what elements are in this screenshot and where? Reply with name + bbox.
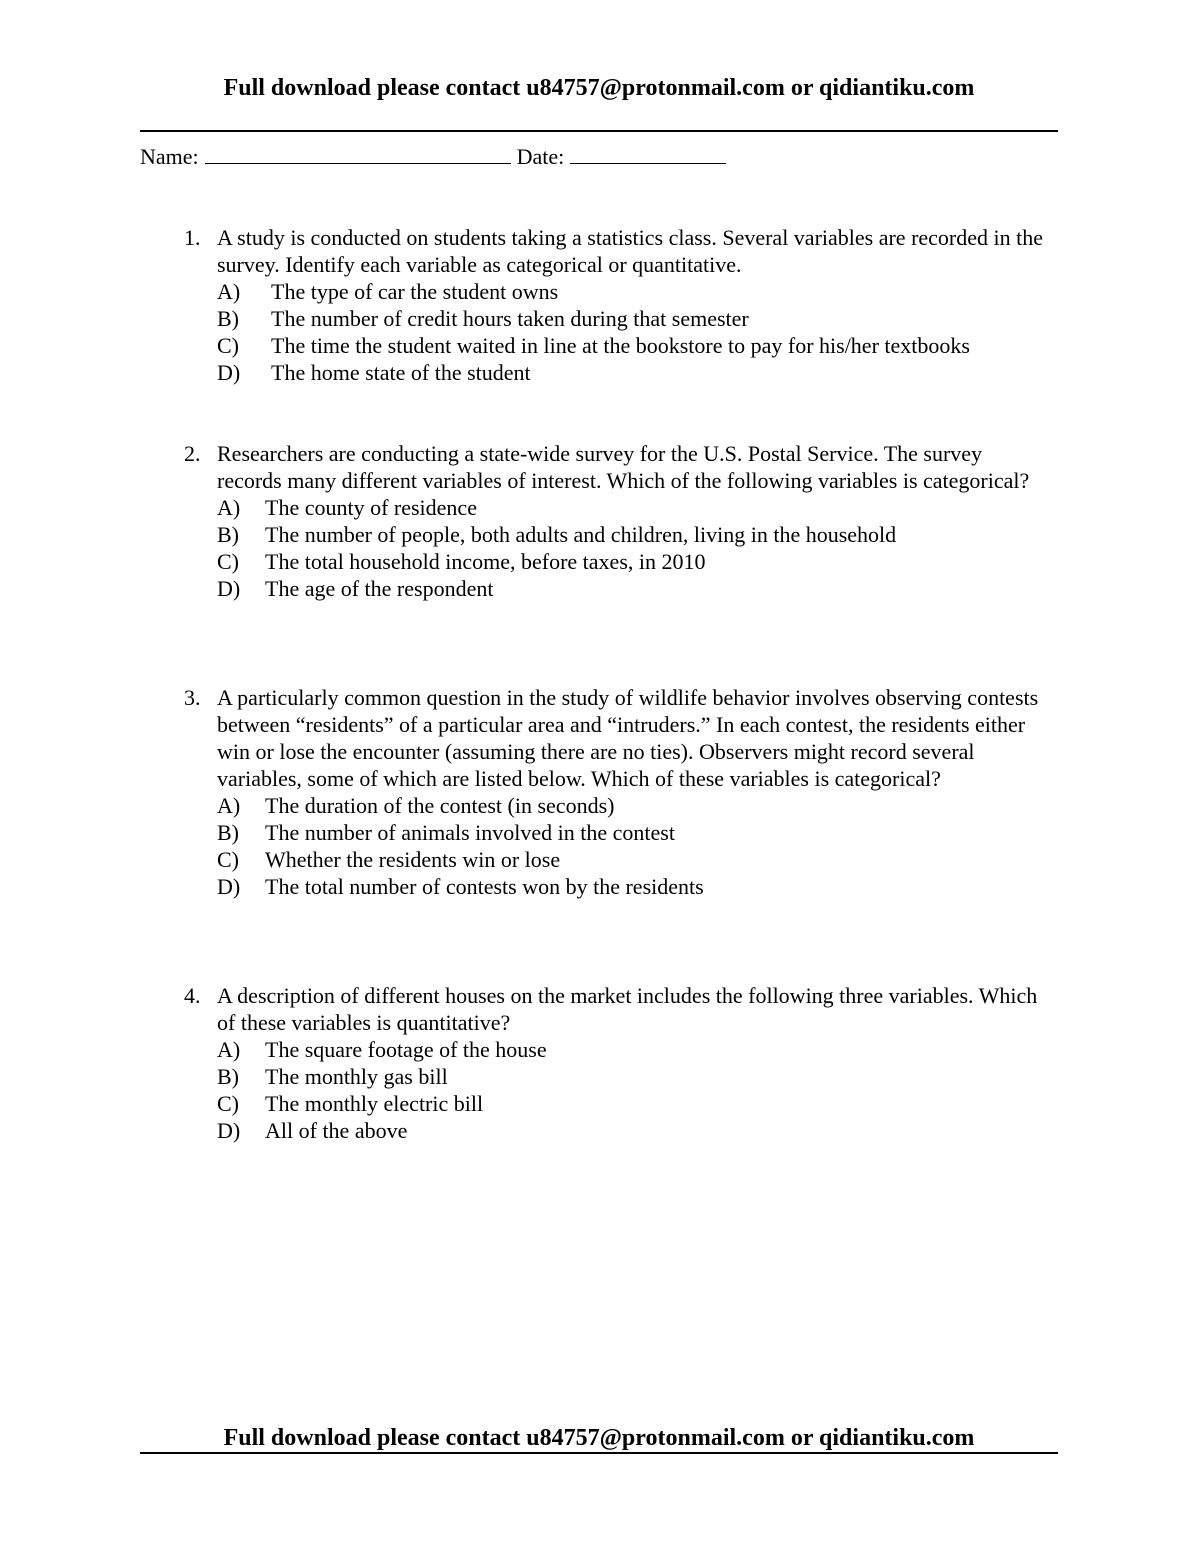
option-text: The monthly electric bill [265, 1091, 484, 1116]
option-text: The number of people, both adults and children, living in the household [265, 522, 897, 547]
option-letter: B) [217, 820, 239, 845]
option-letter: D) [217, 874, 241, 899]
option-a [217, 494, 1064, 521]
name-date-line [140, 143, 726, 171]
question-stem: Researchers are conducting a state-wide survey for the U.S. Postal Service. The survey records many different variables of interest. Which of the following variables is categorical? [217, 441, 1030, 493]
option-letter: D) [217, 576, 241, 601]
option-text: The square footage of the house [265, 1037, 547, 1062]
option-letter: A) [217, 495, 241, 520]
question-3 [184, 684, 1064, 900]
option-d [217, 359, 1064, 386]
question-number: 1. [184, 225, 201, 250]
header-banner: Full download please contact u84757@protonmail.com or qidiantiku.com [223, 75, 975, 101]
option-text: The total household income, before taxes, in 2010 [265, 549, 706, 574]
option-text: The type of car the student owns [271, 279, 559, 304]
option-text: The total number of contests won by the residents [265, 874, 704, 899]
option-d [217, 873, 1064, 900]
option-text: The home state of the student [271, 360, 531, 385]
option-letter: A) [217, 793, 241, 818]
option-c [217, 332, 1064, 359]
header-divider [140, 130, 1058, 132]
option-letter: D) [217, 1118, 241, 1143]
option-c [217, 1090, 1064, 1117]
question-stem: A description of different houses on the market includes the following three variables. Which of these variables is quantitative? [217, 983, 1038, 1035]
option-text: The duration of the contest (in seconds) [265, 793, 615, 818]
date-label: Date: [516, 144, 565, 169]
name-blank[interactable] [205, 143, 511, 164]
option-text: The number of animals involved in the contest [265, 820, 675, 845]
option-text: Whether the residents win or lose [265, 847, 561, 872]
option-letter: B) [217, 306, 239, 331]
footer-banner: Full download please contact u84757@protonmail.com or qidiantiku.com [223, 1425, 975, 1451]
question-2 [184, 440, 1064, 602]
option-letter: C) [217, 1091, 239, 1116]
name-label: Name: [140, 144, 199, 169]
question-1 [184, 224, 1064, 386]
option-text: The age of the respondent [265, 576, 494, 601]
option-a [217, 278, 1064, 305]
option-letter: C) [217, 847, 239, 872]
option-b [217, 819, 1064, 846]
question-stem: A study is conducted on students taking a statistics class. Several variables are recorded in the survey. Identify each variable as categorical or quantitative. [217, 225, 1043, 277]
option-letter: D) [217, 360, 241, 385]
option-letter: C) [217, 549, 239, 574]
question-4 [184, 982, 1064, 1144]
question-stem: A particularly common question in the study of wildlife behavior involves observing contests between “residents” of a particular area and “intruders.” In each contest, the residents either win or lose the encounter (assuming there are no ties). Observers might record several variables, some of which are listed below. Which of these variables is categorical? [217, 685, 1039, 791]
option-letter: B) [217, 522, 239, 547]
option-c [217, 846, 1064, 873]
date-blank[interactable] [570, 143, 726, 164]
option-c [217, 548, 1064, 575]
question-number: 3. [184, 685, 201, 710]
option-a [217, 792, 1064, 819]
option-d [217, 575, 1064, 602]
question-number: 4. [184, 983, 201, 1008]
option-letter: A) [217, 1037, 241, 1062]
option-letter: A) [217, 279, 241, 304]
option-d [217, 1117, 1064, 1144]
option-text: All of the above [265, 1118, 408, 1143]
option-text: The number of credit hours taken during that semester [271, 306, 749, 331]
option-b [217, 521, 1064, 548]
option-letter: B) [217, 1064, 239, 1089]
option-b [217, 1063, 1064, 1090]
option-text: The county of residence [265, 495, 477, 520]
option-a [217, 1036, 1064, 1063]
option-text: The monthly gas bill [265, 1064, 448, 1089]
footer-divider [140, 1452, 1058, 1454]
option-letter: C) [217, 333, 239, 358]
question-number: 2. [184, 441, 201, 466]
option-text: The time the student waited in line at the bookstore to pay for his/her textbooks [271, 333, 970, 358]
option-b [217, 305, 1064, 332]
